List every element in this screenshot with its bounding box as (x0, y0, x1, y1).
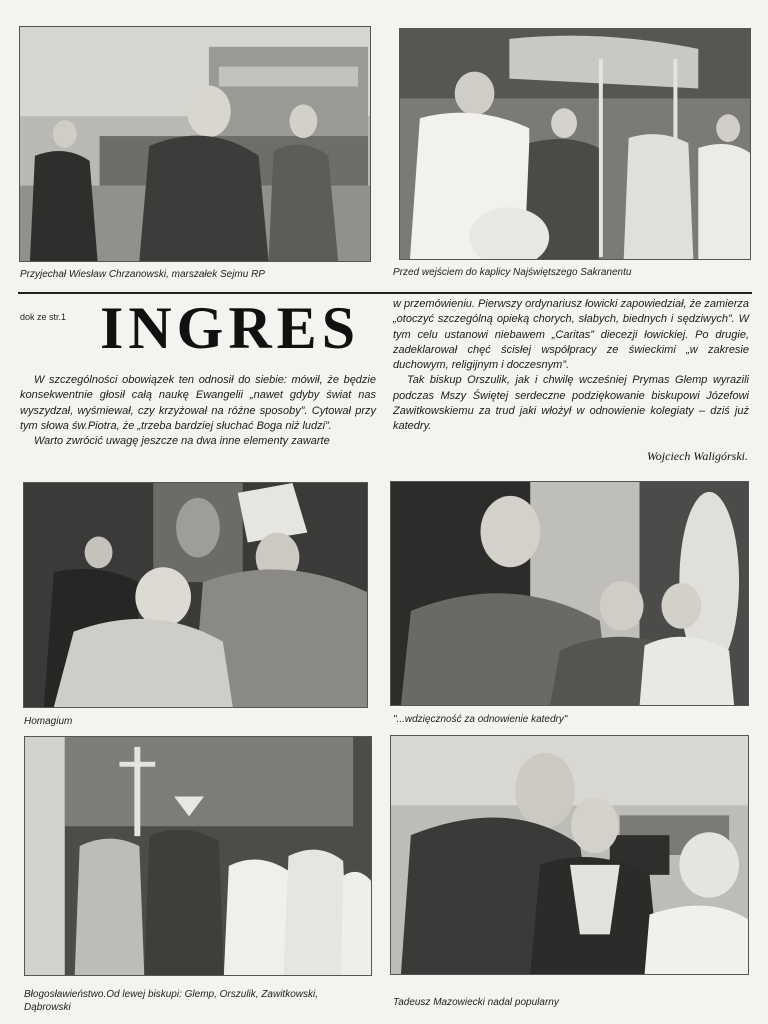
photo-gratitude (390, 481, 749, 706)
caption-photo-1: Przyjechał Wiesław Chrzanowski, marszałek Sejmu RP (20, 269, 265, 280)
caption-photo-2: Przed wejściem do kaplicy Najświętszego Sakranentu (393, 267, 632, 278)
article-paragraph: Warto zwrócić uwagę jeszcze na dwa inne elementy zawarte (34, 435, 330, 448)
continuation-ref: dok ze str.1 (20, 312, 67, 322)
article-paragraph: w przemówieniu. Pierwszy ordynariusz łowicki zapowiedział, że zamierza „otoczyć szczególną opieką chorych, słabych, biednych i sędziwych”. W tym celu ustanowi niebawem „Caritas” diecezji łowickiej. Po drugie, zadeklarował chęć ścisłej współpracy ze świeckimi „w zakresie duchowym, religijnym i doczesnym”. (393, 298, 749, 372)
caption-photo-4: "...wdzięczność za odnowienie katedry" (393, 714, 568, 725)
article-paragraph: Tak biskup Orszulik, jak i chwilę wcześniej Prymas Glemp wyrazili podczas Mszy Świętej serdeczne podziękowanie biskupowi Józefowi Zawitkowskiemu za trud jaki włożył w odnowienie kolegiaty – dziś już katedry. (393, 374, 749, 433)
caption-photo-3: Homagium (24, 716, 73, 727)
caption-photo-5 (24, 988, 384, 1014)
caption-photo-6: Tadeusz Mazowiecki nadal popularny (393, 997, 559, 1008)
article-author: Wojciech Waligórski. (646, 449, 748, 463)
article-headline: INGRES (100, 295, 361, 361)
article-right-column (393, 297, 749, 435)
article-paragraph: W szczególności obowiązek ten odnosił do siebie: mówił, że będzie konsekwentnie głosił całą naukę Ewangelii „nawet gdyby świat nas wyszydzał, wyśmiewał, czy krzyżował na różne sposoby”. Cytował przy tym słowa św.Piotra, że „trzeba bardziej słuchać Boga niż ludzi”. (20, 374, 376, 432)
photo-homagium (23, 482, 368, 708)
photo-mazowiecki (390, 735, 749, 975)
photo-chrzanowski (19, 26, 371, 262)
caption-photo-5-line: Dąbrowski (24, 1002, 71, 1013)
photo-procession (399, 28, 751, 260)
photo-blessing (24, 736, 372, 976)
caption-photo-5-line: Błogosławieństwo.Od lewej biskupi: Glemp, Orszulik, Zawitkowski, (24, 989, 318, 1000)
article-left-column (20, 373, 376, 449)
